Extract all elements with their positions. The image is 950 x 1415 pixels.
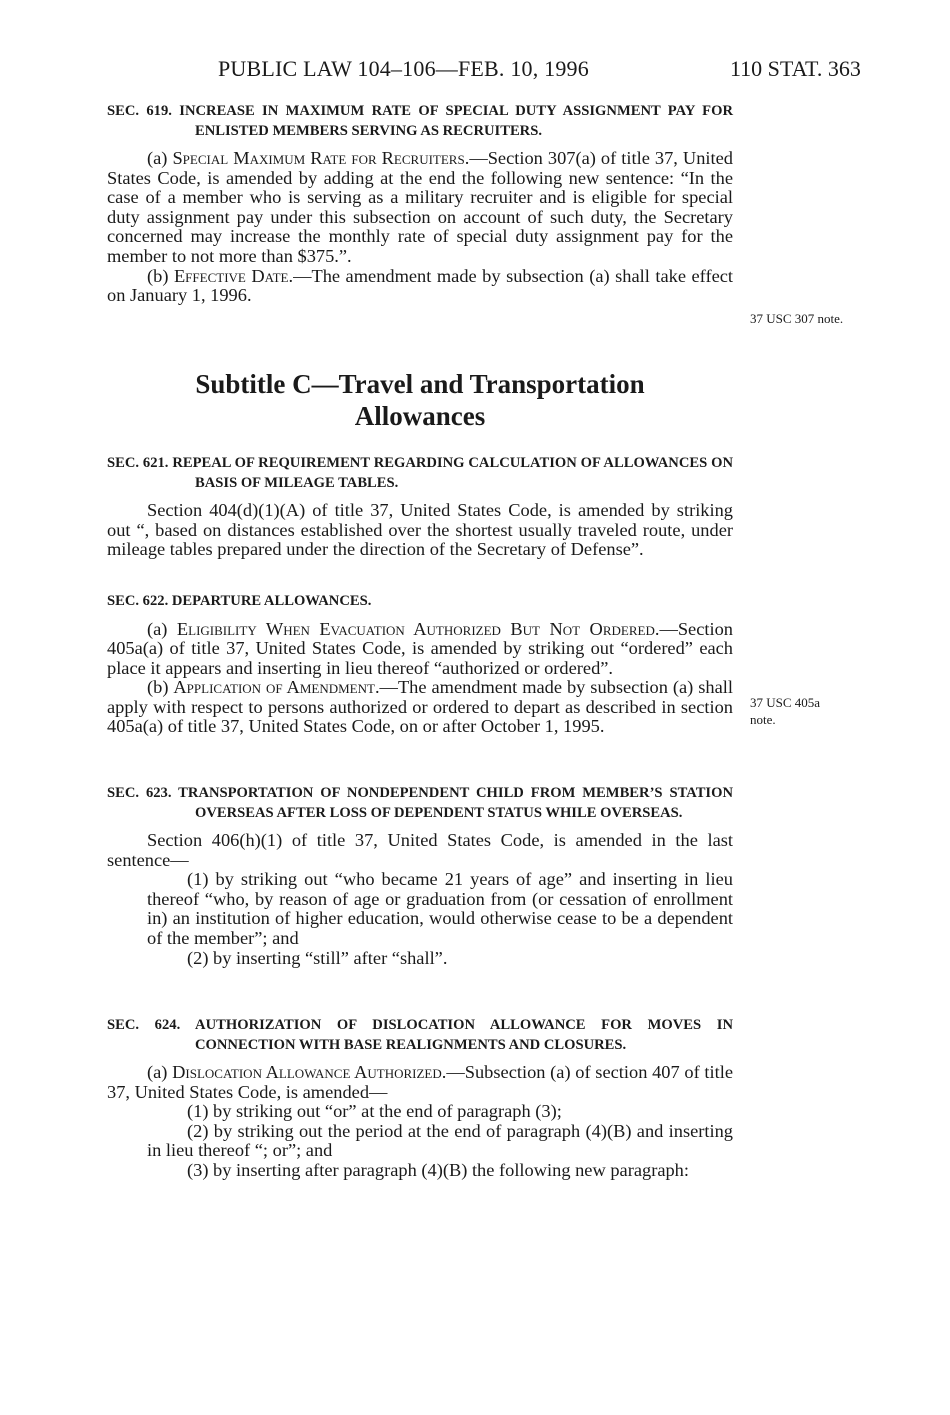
list-item: (1) by striking out “who became 21 years of age” and inserting in lieu thereof “who, by reason of age or graduation from (or cessation of enrollment in) an institution of higher education, would otherwise cease to be a dependent of the member”; and	[147, 869, 733, 948]
list-item: (2) by striking out the period at the end of paragraph (4)(B) and inserting in lieu thereof “; or”; and	[147, 1120, 733, 1161]
subsection-a: (a) Special Maximum Rate for Recruiters.—Section 307(a) of title 37, United States Code, is amended by adding at the end the following new sentence: “In the case of a member who is serving as a military recruiter and is eligible for special duty assignment pay under this subsection on account of such duty, the Secretary concerned may increase the monthly rate of special duty assignment pay for the member to not more than $375.”.	[107, 148, 733, 266]
section-624	[107, 1016, 733, 1181]
section-heading: SEC. 619. INCREASE IN MAXIMUM RATE OF SPECIAL DUTY ASSIGNMENT PAY FOR ENLISTED MEMBERS SERVING AS RECRUITERS.	[107, 103, 733, 139]
section-heading: SEC. 624. AUTHORIZATION OF DISLOCATION ALLOWANCE FOR MOVES IN CONNECTION WITH BASE REALIGNMENTS AND CLOSURES.	[107, 1017, 733, 1053]
section-intro: Section 406(h)(1) of title 37, United States Code, is amended in the last sentence—	[107, 830, 733, 870]
section-622	[107, 592, 733, 737]
list-item: (1) by striking out “or” at the end of paragraph (3);	[187, 1101, 562, 1122]
subsection-caption: Effective Date.	[173, 265, 294, 286]
page-citation: 110 STAT. 363	[730, 56, 861, 81]
list-item: (3) by inserting after paragraph (4)(B) the following new paragraph:	[187, 1159, 689, 1180]
section-623	[107, 784, 733, 968]
subsection-caption: Special Maximum Rate for Recruiters.	[172, 148, 470, 168]
section-619	[107, 102, 733, 306]
margin-note: 37 USC 405a note.	[750, 695, 821, 727]
section-heading: SEC. 621. REPEAL OF REQUIREMENT REGARDING CALCULATION OF ALLOWANCES ON BASIS OF MILEAGE TABLES.	[107, 455, 733, 491]
subsection-caption: Dislocation Allowance Authorized.	[172, 1062, 447, 1082]
subsection-b: (b) Effective Date.—The amendment made by subsection (a) shall take effect on January 1, 1996.	[107, 265, 734, 306]
subsection-b: (b) Application of Amendment.—The amendment made by subsection (a) shall apply with respect to persons authorized or ordered to depart as described in section 405a(a) of title 37, United States Code, on or after October 1, 1995.	[107, 677, 733, 737]
section-heading: SEC. 623. TRANSPORTATION OF NONDEPENDENT CHILD FROM MEMBER’S STATION OVERSEAS AFTER LOSS OF DEPENDENT STATUS WHILE OVERSEAS.	[107, 785, 733, 821]
section-text: Section 404(d)(1)(A) of title 37, United States Code, is amended by striking out “, based on distances established over the shortest usually traveled route, under mileage tables prepared under the direction of the Secretary of Defense”.	[107, 500, 733, 560]
list-item: (2) by inserting “still” after “shall”.	[187, 947, 448, 968]
margin-note: 37 USC 307 note.	[750, 311, 844, 326]
subsection-caption: Eligibility When Evacuation Authorized But Not Ordered.	[176, 618, 660, 639]
subsection-a: (a) Dislocation Allowance Authorized.—Subsection (a) of section 407 of title 37, United States Code, is amended—	[107, 1062, 733, 1102]
section-621	[107, 454, 733, 560]
subtitle-heading: Subtitle C—Travel and Transportation Allowances	[195, 369, 645, 431]
section-heading: SEC. 622. DEPARTURE ALLOWANCES.	[107, 593, 372, 609]
subsection-a: (a) Eligibility When Evacuation Authorized But Not Ordered.—Section 405a(a) of title 37, United States Code, is amended by striking out “ordered” each place it appears and inserting in lieu thereof “authorized or ordered”.	[107, 618, 733, 678]
running-header: PUBLIC LAW 104–106—FEB. 10, 1996	[218, 56, 589, 81]
subsection-caption: Application of Amendment.	[173, 677, 380, 698]
